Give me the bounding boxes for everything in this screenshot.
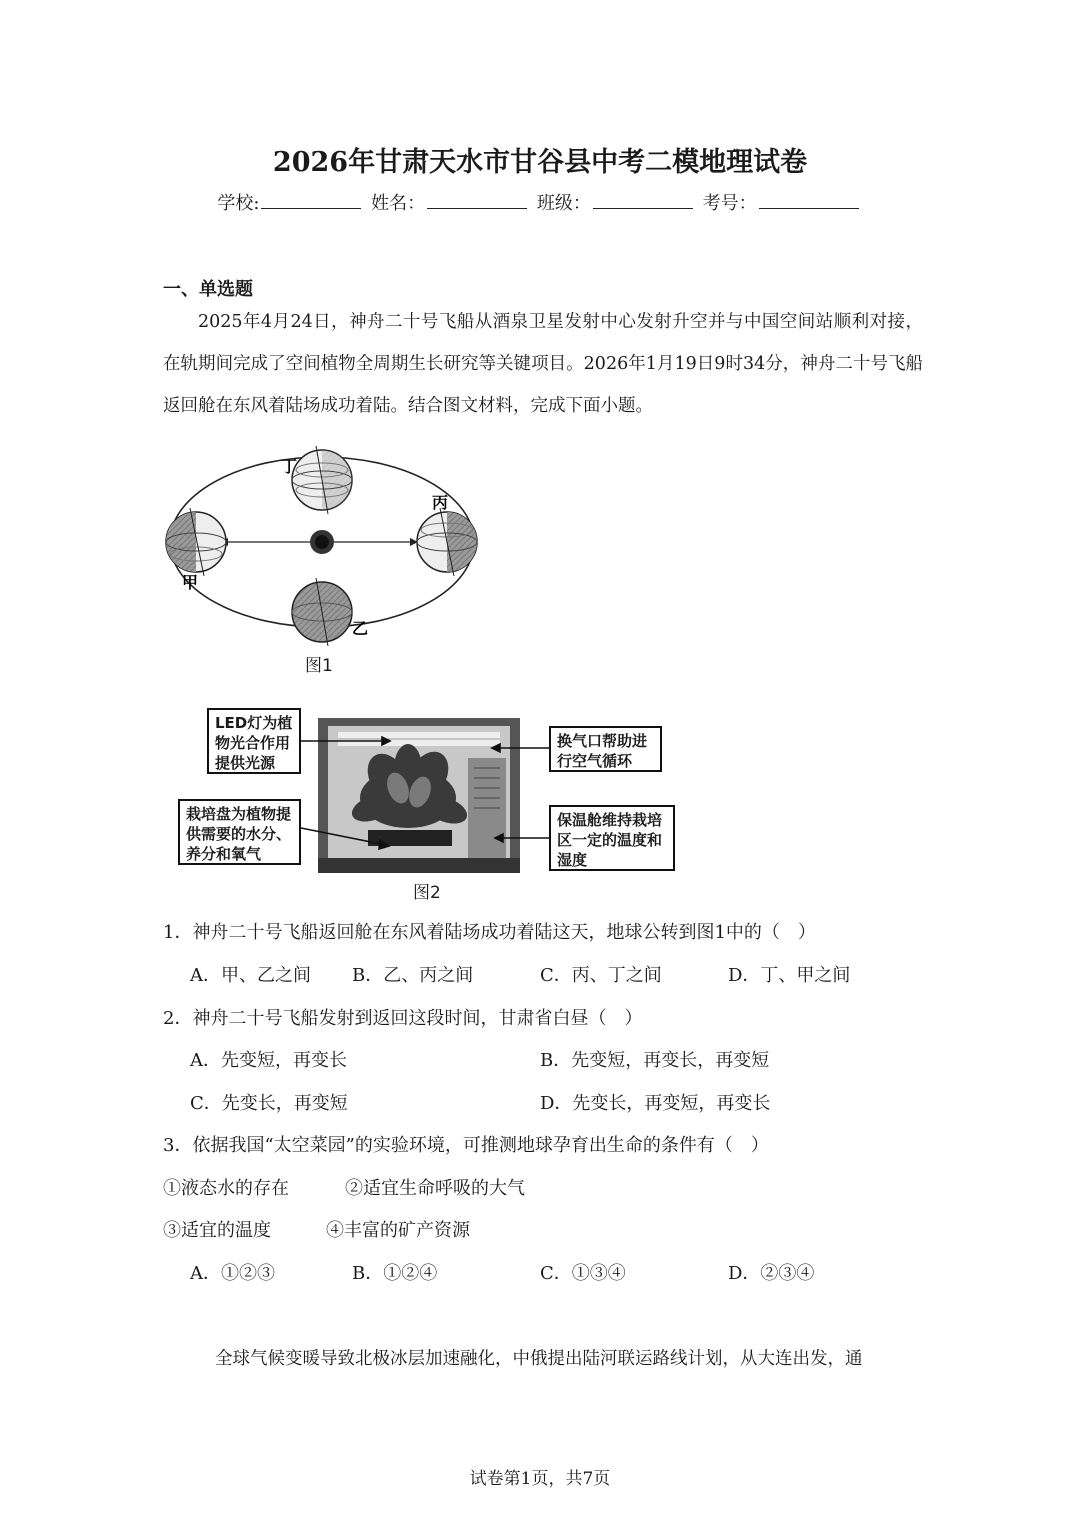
label-jia: 甲 [182,573,199,592]
q3-item-3: ③适宜的温度 [163,1220,271,1241]
q3-item-2: ②适宜生命呼吸的大气 [345,1178,525,1199]
q3-option-d[interactable]: D．②③④ [728,1263,815,1284]
q2-stem: 2．神舟二十号飞船发射到返回这段时间，甘肃省白昼（ ） [163,1008,643,1029]
id-label: 考号： [702,193,757,214]
label-ding: 丁 [281,457,298,476]
page-footer: 试卷第1页，共7页 [469,1469,611,1489]
name-label: 姓名： [371,193,426,214]
q1-option-d[interactable]: D．丁、甲之间 [728,965,851,986]
section-title: 一、单选题 [163,279,253,300]
q2-option-d[interactable]: D．先变长，再变短，再变长 [540,1093,771,1114]
q2-option-b[interactable]: B．先变短，再变长，再变短 [540,1050,770,1071]
q3-item-1: ①液态水的存在 [163,1178,289,1199]
q3-item-4: ④丰富的矿产资源 [326,1220,470,1241]
q1-stem: 1．神舟二十号飞船返回舱在东风着陆场成功着陆这天，地球公转到图1中的（ ） [163,922,816,943]
q3-option-b[interactable]: B．①②④ [352,1263,438,1284]
page-title: 2026年甘肃天水市甘谷县中考二模地理试卷 [272,147,808,178]
q1-option-a[interactable]: A．甲、乙之间 [190,965,311,986]
figure1-caption: 图1 [305,656,333,676]
class-label: 班级： [536,193,591,214]
label-yi: 乙 [352,619,369,638]
next-material-paragraph: 全球气候变暖导致北极冰层加速融化，中俄提出陆河联运路线计划，从大连出发，通 [215,1349,863,1369]
q1-option-b[interactable]: B．乙、丙之间 [352,965,474,986]
q2-option-c[interactable]: C．先变长，再变短 [190,1093,348,1114]
label-bing: 丙 [432,493,449,512]
q3-stem: 3．依据我国“太空菜园”的实验环境，可推测地球孕育出生命的条件有（ ） [163,1135,769,1156]
school-label: 学校: [217,193,260,214]
callout-cultivation-tray: 栽培盘为植物提供需要的水分、养分和氧气 [178,799,301,865]
q1-option-c[interactable]: C．丙、丁之间 [540,965,662,986]
q3-option-c[interactable]: C．①③④ [540,1263,626,1284]
figure2-caption: 图2 [413,883,441,903]
callout-insulation-cabin: 保温舱维持栽培区一定的温度和湿度 [549,805,675,871]
q2-option-a[interactable]: A．先变短，再变长 [190,1050,347,1071]
callout-led-light: LED灯为植物光合作用提供光源 [207,708,301,774]
callout-air-vent: 换气口帮助进行空气循环 [549,726,662,772]
material-paragraph: 2025年4月24日，神舟二十号飞船从酒泉卫星发射中心发射升空并与中国空间站顺利对接，在轨期间完成了空间植物全周期生长研究等关键项目。2026年1月19日9时34分，神舟二十号飞船返回舱在东风着陆场成功着陆。结合图文材料，完成下面小题。 [163,312,923,416]
q3-option-a[interactable]: A．①②③ [190,1263,275,1284]
